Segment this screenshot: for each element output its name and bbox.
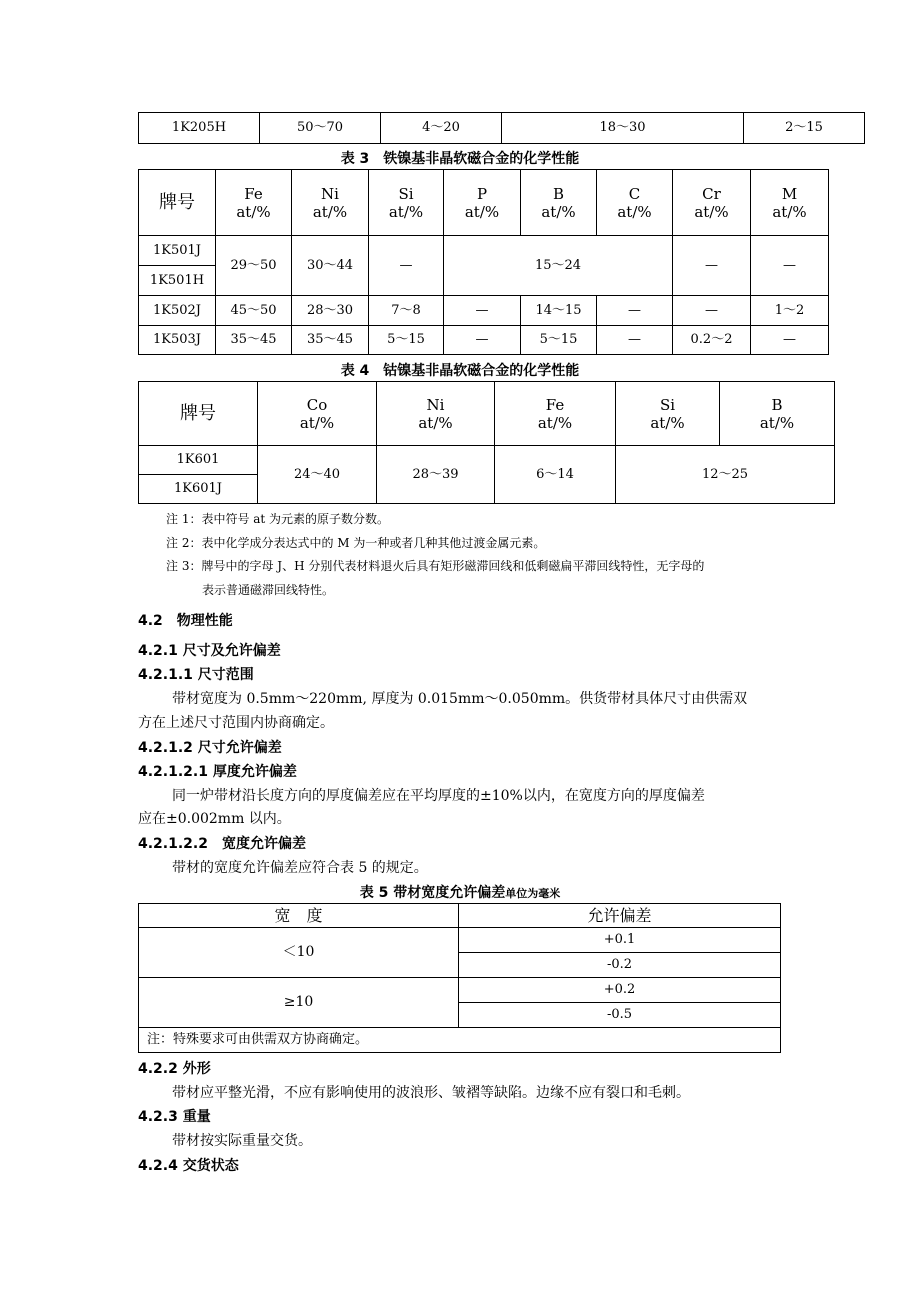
header-ni: Ni at/% <box>292 170 369 236</box>
table-row <box>139 236 829 266</box>
paragraph-width: 带材的宽度允许偏差应符合表 5 的规定。 <box>172 860 428 876</box>
section-4-2-1: 4.2.1 尺寸及允许偏差 <box>138 643 281 659</box>
header-fe: Fe at/% <box>495 382 616 446</box>
header-p: P at/% <box>444 170 521 236</box>
value-cell: 45～50 <box>216 296 292 326</box>
header-si: Si at/% <box>616 382 720 446</box>
value-cell: 14～15 <box>521 296 597 326</box>
table-header-row <box>139 382 835 446</box>
value-cell: — <box>597 326 673 355</box>
value-cell: 15～24 <box>444 236 673 296</box>
value-cell: 5～15 <box>521 326 597 355</box>
table4 <box>138 381 835 504</box>
section-4-2-1-2: 4.2.1.2 尺寸允许偏差 <box>138 740 282 756</box>
paragraph-thickness-l1: 同一炉带材沿长度方向的厚度偏差应在平均厚度的±10%以内，在宽度方向的厚度偏差 <box>172 788 705 804</box>
table5 <box>138 903 781 1053</box>
header-width: 宽 度 <box>139 904 459 928</box>
paragraph-shape: 带材应平整光滑，不应有影响使用的波浪形、皱褶等缺陷。边缘不应有裂口和毛刺。 <box>172 1085 690 1101</box>
table-row <box>139 296 829 326</box>
value-cell: 18～30 <box>502 113 744 144</box>
value-cell: 28～30 <box>292 296 369 326</box>
table5-caption <box>0 882 920 902</box>
grade-cell: 1K501H <box>139 266 216 296</box>
paragraph-size-range-l2: 方在上述尺寸范围内协商确定。 <box>138 715 334 731</box>
value-cell: — <box>673 296 751 326</box>
section-4-2-1-1: 4.2.1.1 尺寸范围 <box>138 667 254 683</box>
value-cell: 29～50 <box>216 236 292 296</box>
value-cell: 1～2 <box>751 296 829 326</box>
value-cell: 24～40 <box>258 446 377 504</box>
tolerance-cell: +0.1 <box>459 928 781 953</box>
grade-cell: 1K503J <box>139 326 216 355</box>
table4-caption: 表 4 钴镍基非晶软磁合金的化学性能 <box>340 363 580 379</box>
value-cell: 5～15 <box>369 326 444 355</box>
grade-cell: 1K601J <box>139 475 258 504</box>
table5-note: 注：特殊要求可由供需双方协商确定。 <box>139 1028 781 1053</box>
header-b: B at/% <box>720 382 835 446</box>
width-cell: ＜10 <box>139 928 459 978</box>
grade-cell: 1K502J <box>139 296 216 326</box>
table-row <box>139 326 829 355</box>
value-cell: — <box>751 326 829 355</box>
header-si: Si at/% <box>369 170 444 236</box>
section-4-2-1-2-2: 4.2.1.2.2 宽度允许偏差 <box>138 836 306 852</box>
section-4-2-4: 4.2.4 交货状态 <box>138 1158 239 1174</box>
table-row <box>139 446 835 475</box>
section-4-2-3: 4.2.3 重量 <box>138 1109 211 1125</box>
value-cell: 0.2～2 <box>673 326 751 355</box>
table-row <box>139 928 781 953</box>
tolerance-cell: -0.2 <box>459 953 781 978</box>
header-ni: Ni at/% <box>377 382 495 446</box>
header-grade: 牌号 <box>139 170 216 236</box>
table-header-row <box>139 904 781 928</box>
table5-caption-unit: 单位为毫米 <box>505 887 561 900</box>
value-cell: 12～25 <box>616 446 835 504</box>
value-cell: — <box>597 296 673 326</box>
header-m: M at/% <box>751 170 829 236</box>
width-cell: ≥10 <box>139 978 459 1028</box>
tolerance-cell: +0.2 <box>459 978 781 1003</box>
table-row <box>139 1028 781 1053</box>
value-cell: 4～20 <box>381 113 502 144</box>
section-4-2: 4.2 物理性能 <box>138 613 233 629</box>
grade-cell: 1K601 <box>139 446 258 475</box>
table-row <box>139 978 781 1003</box>
grade-cell: 1K501J <box>139 236 216 266</box>
paragraph-thickness-l2: 应在±0.002mm 以内。 <box>138 811 291 827</box>
value-cell: 50～70 <box>260 113 381 144</box>
table-row <box>139 113 865 144</box>
table5-caption-title: 表 5 带材宽度允许偏差 <box>359 885 506 901</box>
note-3: 注 3：牌号中的字母 J、H 分别代表材料退火后具有矩形磁滞回线和低剩磁扁平滞回线特性，无字母的 <box>166 559 705 573</box>
table-prev-continuation <box>138 112 865 144</box>
value-cell: 35～45 <box>292 326 369 355</box>
value-cell: 6～14 <box>495 446 616 504</box>
table3-caption: 表 3 铁镍基非晶软磁合金的化学性能 <box>340 151 580 167</box>
header-c: C at/% <box>597 170 673 236</box>
paragraph-size-range-l1: 带材宽度为 0.5mm～220mm, 厚度为 0.015mm～0.050mm。供货带材具体尺寸由供需双 <box>172 691 748 707</box>
value-cell: 35～45 <box>216 326 292 355</box>
grade-cell: 1K205H <box>139 113 260 144</box>
table-header-row <box>139 170 829 236</box>
value-cell: — <box>673 236 751 296</box>
value-cell: — <box>751 236 829 296</box>
note-1: 注 1：表中符号 at 为元素的原子数分数。 <box>166 512 390 526</box>
section-4-2-1-2-1: 4.2.1.2.1 厚度允许偏差 <box>138 764 297 780</box>
value-cell: 2～15 <box>744 113 865 144</box>
value-cell: 28～39 <box>377 446 495 504</box>
header-co: Co at/% <box>258 382 377 446</box>
header-fe: Fe at/% <box>216 170 292 236</box>
table3 <box>138 169 829 355</box>
header-tolerance: 允许偏差 <box>459 904 781 928</box>
paragraph-weight: 带材按实际重量交货。 <box>172 1133 312 1149</box>
note-3-cont: 表示普通磁滞回线特性。 <box>202 583 335 597</box>
header-b: B at/% <box>521 170 597 236</box>
value-cell: 7～8 <box>369 296 444 326</box>
tolerance-cell: -0.5 <box>459 1003 781 1028</box>
value-cell: — <box>444 326 521 355</box>
value-cell: — <box>444 296 521 326</box>
section-4-2-2: 4.2.2 外形 <box>138 1061 211 1077</box>
header-grade: 牌号 <box>139 382 258 446</box>
header-cr: Cr at/% <box>673 170 751 236</box>
value-cell: — <box>369 236 444 296</box>
note-2: 注 2：表中化学成分表达式中的 M 为一种或者几种其他过渡金属元素。 <box>166 536 546 550</box>
value-cell: 30～44 <box>292 236 369 296</box>
